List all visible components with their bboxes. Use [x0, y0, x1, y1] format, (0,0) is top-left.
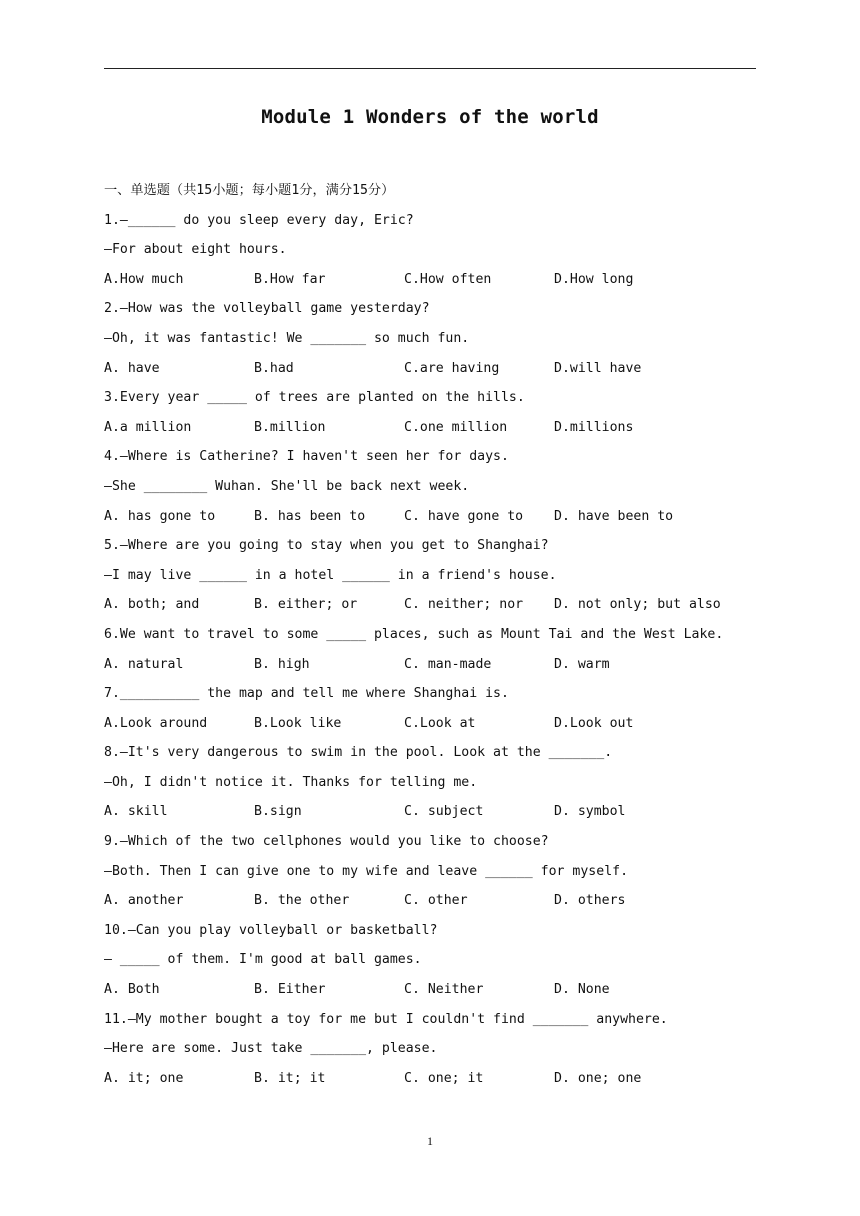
question-dialogue-line: —Both. Then I can give one to my wife and leave ______ for myself.: [104, 863, 629, 879]
option-b: B.had: [254, 360, 294, 376]
option-b: B.Look like: [254, 715, 342, 731]
option-c: C. other: [404, 893, 468, 909]
option-c: C.Look at: [404, 715, 476, 731]
question-10: [104, 916, 764, 1005]
option-c: C. have gone to: [404, 508, 524, 524]
option-c: C. Neither: [404, 982, 484, 998]
answer-options: [104, 1064, 764, 1094]
question-dialogue-line: —Oh, I didn't notice it. Thanks for telling me.: [104, 774, 478, 790]
question-8: [104, 738, 764, 827]
answer-options: [104, 650, 764, 680]
option-b: B. either; or: [254, 597, 358, 613]
question-6: [104, 620, 764, 679]
question-7: [104, 679, 764, 738]
answer-options: [104, 590, 764, 620]
option-d: D. others: [554, 893, 626, 909]
question-dialogue-line: —For about eight hours.: [104, 242, 287, 258]
answer-options: [104, 886, 764, 916]
question-stem: 2.—How was the volleyball game yesterday?: [104, 301, 430, 317]
option-d: D. have been to: [554, 508, 674, 524]
option-a: A. have: [104, 360, 160, 376]
option-a: A. Both: [104, 982, 160, 998]
option-b: B. has been to: [254, 508, 366, 524]
question-4: [104, 442, 764, 531]
question-stem: 7.__________ the map and tell me where Shanghai is.: [104, 686, 509, 702]
option-a: A. both; and: [104, 597, 200, 613]
option-a: A. another: [104, 893, 184, 909]
option-b: B.How far: [254, 271, 326, 287]
option-b: B. it; it: [254, 1070, 326, 1086]
option-d: D.How long: [554, 271, 634, 287]
option-d: D. one; one: [554, 1070, 642, 1086]
option-d: D. warm: [554, 656, 610, 672]
option-d: D. not only; but also: [554, 597, 721, 613]
option-c: C. neither; nor: [404, 597, 524, 613]
question-1: [104, 206, 764, 295]
answer-options: [104, 975, 764, 1005]
option-b: B. high: [254, 656, 310, 672]
section-header: 一、单选题（共15小题；每小题1分，满分15分）: [104, 183, 395, 198]
option-c: C. subject: [404, 804, 484, 820]
question-3: [104, 383, 764, 442]
option-d: D. symbol: [554, 804, 626, 820]
option-a: A. natural: [104, 656, 184, 672]
option-d: D. None: [554, 982, 610, 998]
answer-options: [104, 265, 764, 295]
question-stem: 11.—My mother bought a toy for me but I couldn't find _______ anywhere.: [104, 1011, 668, 1027]
option-b: B.million: [254, 419, 326, 435]
question-stem: 3.Every year _____ of trees are planted on the hills.: [104, 390, 525, 406]
question-2: [104, 294, 764, 383]
question-stem: 10.—Can you play volleyball or basketball?: [104, 922, 438, 938]
page-number: 1: [427, 1134, 433, 1148]
option-b: B. the other: [254, 893, 350, 909]
question-dialogue-line: —I may live ______ in a hotel ______ in a friend's house.: [104, 567, 557, 583]
option-d: D.Look out: [554, 715, 634, 731]
option-b: B.sign: [254, 804, 302, 820]
option-a: A.a million: [104, 419, 192, 435]
option-c: C. man-made: [404, 656, 492, 672]
answer-options: [104, 502, 764, 532]
question-stem: 8.—It's very dangerous to swim in the pool. Look at the _______.: [104, 745, 613, 761]
header-rule: [104, 68, 756, 69]
question-dialogue-line: —Here are some. Just take _______, please.: [104, 1041, 438, 1057]
question-9: [104, 827, 764, 916]
option-c: C. one; it: [404, 1070, 484, 1086]
question-stem: 4.—Where is Catherine? I haven't seen her for days.: [104, 449, 509, 465]
option-c: C.How often: [404, 271, 492, 287]
answer-options: [104, 709, 764, 739]
option-b: B. Either: [254, 982, 326, 998]
question-stem: 9.—Which of the two cellphones would you like to choose?: [104, 834, 549, 850]
option-a: A. skill: [104, 804, 168, 820]
answer-options: [104, 797, 764, 827]
question-dialogue-line: —Oh, it was fantastic! We _______ so much fun.: [104, 330, 470, 346]
question-dialogue-line: — _____ of them. I'm good at ball games.: [104, 952, 422, 968]
question-5: [104, 531, 764, 620]
option-d: D.millions: [554, 419, 634, 435]
question-list: [104, 176, 764, 1093]
question-11: [104, 1005, 764, 1094]
question-stem: 1.—______ do you sleep every day, Eric?: [104, 212, 414, 228]
option-a: A. it; one: [104, 1070, 184, 1086]
option-d: D.will have: [554, 360, 642, 376]
option-c: C.one million: [404, 419, 508, 435]
option-a: A.How much: [104, 271, 184, 287]
option-c: C.are having: [404, 360, 500, 376]
option-a: A. has gone to: [104, 508, 216, 524]
question-dialogue-line: —She ________ Wuhan. She'll be back next week.: [104, 478, 470, 494]
answer-options: [104, 413, 764, 443]
answer-options: [104, 354, 764, 384]
question-stem: 6.We want to travel to some _____ places, such as Mount Tai and the West Lake.: [104, 626, 724, 642]
page-title: Module 1 Wonders of the world: [261, 106, 599, 128]
question-stem: 5.—Where are you going to stay when you get to Shanghai?: [104, 538, 549, 554]
option-a: A.Look around: [104, 715, 208, 731]
